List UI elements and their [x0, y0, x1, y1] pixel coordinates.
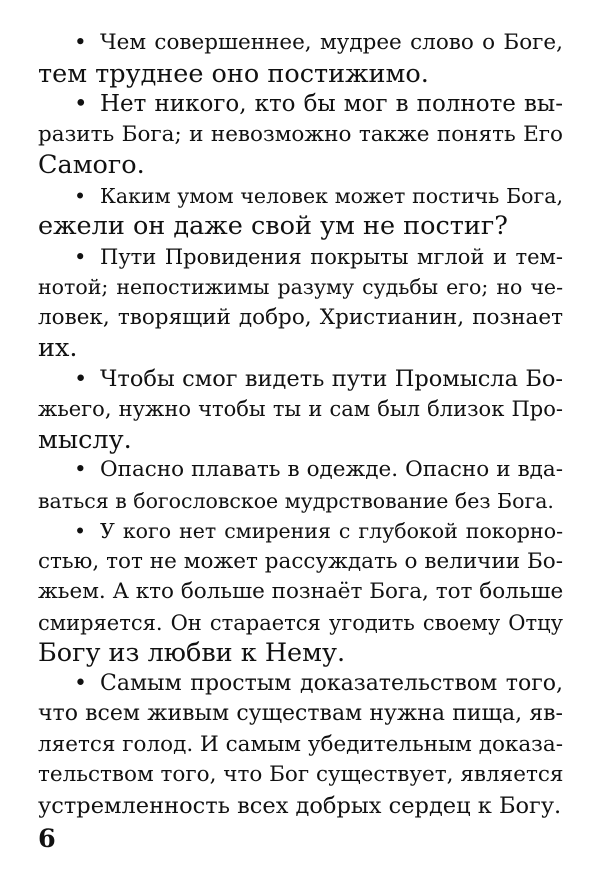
bullet-icon: •: [74, 365, 88, 392]
paragraph-line: тельством того, что Бог существует, является: [38, 762, 564, 787]
paragraph-8: [38, 669, 563, 822]
paragraph-6: [38, 455, 563, 516]
paragraph-line: [38, 669, 563, 700]
line-text: Пути Провидения покрыты мглой и тем-: [100, 244, 563, 269]
bullet-icon: •: [74, 30, 87, 55]
bullet-icon: •: [74, 670, 87, 696]
paragraph-line: разить Бога; и невозможно также понять Его: [38, 121, 563, 147]
paragraph-4: [38, 242, 563, 364]
paragraph-line: Самого.: [38, 150, 145, 180]
bullet-icon: •: [74, 519, 87, 543]
paragraph-line: Богу из любви к Нему.: [38, 638, 346, 668]
paragraph-line: [38, 455, 563, 486]
bullet-icon: •: [74, 183, 87, 208]
paragraph-3: [38, 181, 563, 242]
paragraph-7: [38, 516, 563, 669]
paragraph-line: ляется голод. И самым убедительным доказа-: [38, 731, 563, 757]
line-text: Нет никого, кто бы мог в полноте вы-: [100, 91, 563, 117]
page-body: [38, 28, 563, 821]
bullet-icon: •: [74, 457, 87, 482]
line-text: У кого нет смирения с глубокой покорно-: [100, 519, 563, 543]
line-text: Опасно плавать в одежде. Опасно и вда-: [100, 457, 563, 482]
line-text: Самым простым доказательством того,: [100, 670, 563, 696]
paragraph-line: жьем. А кто больше познаёт Бога, тот больше: [38, 579, 564, 604]
paragraph-5: [38, 364, 563, 456]
paragraph-line: [38, 28, 563, 59]
paragraph-line: смиряется. Он старается угодить своему Отцу: [38, 610, 563, 635]
paragraph-line: мыслу.: [38, 424, 132, 455]
paragraph-line: [38, 242, 563, 273]
line-text: Чем совершеннее, мудрее слово о Боге,: [100, 30, 563, 55]
paragraph-line: что всем живым существам нужна пища, яв-: [38, 701, 563, 726]
paragraph-line: [38, 516, 563, 547]
paragraph-line: [38, 364, 563, 395]
paragraph-line: их.: [38, 333, 78, 363]
line-text: Каким умом человек может постичь Бога,: [100, 183, 563, 208]
paragraph-line: ежели он даже свой ум не постиг?: [38, 211, 508, 241]
paragraph-line: жьего, нужно чтобы ты и сам был близок Про-: [38, 397, 563, 421]
bullet-icon: •: [74, 244, 87, 269]
paragraph-line: тем труднее оно постижимо.: [38, 58, 429, 89]
paragraph-line: стью, тот не может рассуждать о величии Бо-: [38, 548, 563, 574]
line-text: Чтобы смог видеть пути Промысла Бо-: [100, 365, 563, 392]
paragraph-line: нотой; непостижимы разуму судьбы его; но че-: [38, 275, 563, 299]
bullet-icon: •: [74, 91, 88, 117]
paragraph-2: [38, 89, 563, 181]
paragraph-line: ваться в богословское мудрствование без Бога.: [38, 488, 554, 513]
page-number: 6: [38, 824, 56, 854]
paragraph-line: устремленность всех добрых сердец к Богу.: [38, 792, 562, 819]
paragraph-1: [38, 28, 563, 89]
paragraph-line: ловек, творящий добро, Христианин, познает: [38, 304, 563, 330]
paragraph-line: [38, 181, 563, 212]
paragraph-line: [38, 89, 563, 120]
